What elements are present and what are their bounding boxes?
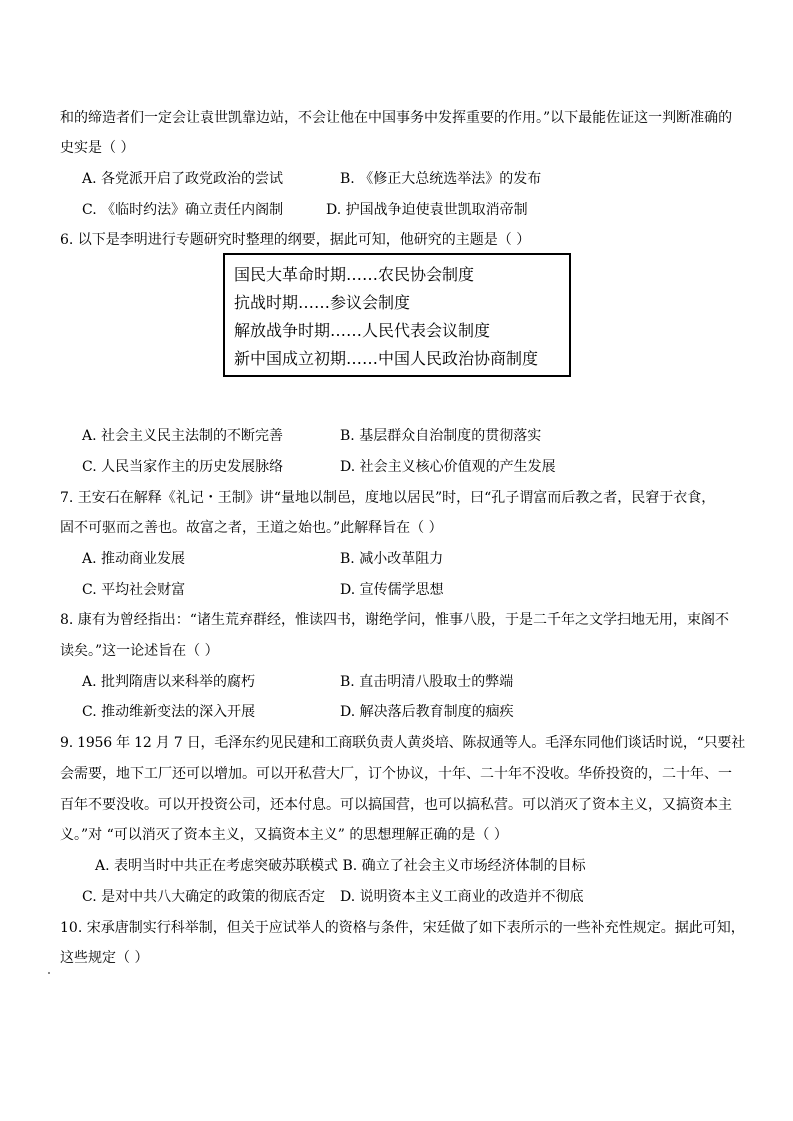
q6-outline-item: 国民大革命时期……农民协会制度 [234, 265, 475, 284]
q10-stem-line-1: 10. 宋承唐制实行科举制，但关于应试举人的资格与条件，宋廷做了如下表所示的一些补充性规定。据此可知， [60, 920, 745, 936]
q8-option-b: B. 直击明清八股取士的弊端 [340, 674, 514, 690]
q7-option-d: D. 宣传儒学思想 [340, 582, 444, 598]
q7-option-c: C. 平均社会财富 [82, 582, 186, 598]
q6-option-b: B. 基层群众自治制度的贯彻落实 [340, 428, 542, 444]
q6-option-c: C. 人民当家作主的历史发展脉络 [82, 459, 284, 475]
q7-option-b: B. 减小改革阻力 [340, 551, 444, 567]
q10-stem-line-2: 这些规定（ ） [60, 950, 149, 966]
stray-mark [48, 972, 50, 974]
q7-option-a: A. 推动商业发展 [82, 551, 186, 567]
q9-option-c: C. 是对中共八大确定的政策的彻底否定 [82, 889, 326, 905]
q6-outline-box [223, 253, 571, 377]
q6-outline-item: 新中国成立初期……中国人民政治协商制度 [234, 349, 539, 368]
q6-outline-item: 解放战争时期……人民代表会议制度 [234, 321, 491, 340]
q5-option-c: C. 《临时约法》确立责任内阁制 [82, 202, 284, 218]
q9-stem-line-3: 百年不要没收。可以开投资公司，还本付息。可以搞国营，也可以搞私营。可以消灭了资本主义，又搞资本主 [60, 797, 732, 813]
q9-stem-line-2: 会需要，地下工厂还可以增加。可以开私营大厂，订个协议，十年、二十年不没收。华侨投资的，二十年、一 [60, 766, 732, 782]
q9-stem-line-4: 义。”对 “可以消灭了资本主义，又搞资本主义” 的思想理解正确的是（ ） [60, 827, 508, 843]
q9-option-a-b: A. 表明当时中共正在考虑突破苏联模式 B. 确立了社会主义市场经济体制的目标 [95, 858, 586, 874]
q7-stem-line-1: 7. 王安石在解释《礼记・王制》讲“量地以制邑，度地以居民”时，曰“孔子谓富而后教之者，民窘于衣食， [60, 490, 716, 506]
q8-option-d: D. 解决落后教育制度的痼疾 [340, 704, 514, 720]
q8-stem-line-1: 8. 康有为曾经指出：“诸生荒弃群经，惟读四书，谢绝学问，惟事八股，于是二千年之文学扫地无用，束阁不 [60, 612, 729, 628]
q5-stem-line-1: 和的缔造者们一定会让袁世凯靠边站，不会让他在中国事务中发挥重要的作用。”以下最能佐证这一判断准确的 [60, 110, 733, 126]
q6-option-d: D. 社会主义核心价值观的产生发展 [340, 459, 556, 475]
q5-option-b: B. 《修正大总统选举法》的发布 [340, 171, 542, 187]
q5-option-d: D. 护国战争迫使袁世凯取消帝制 [326, 202, 528, 218]
q5-stem-line-2: 史实是（ ） [60, 140, 135, 156]
q8-stem-line-2: 读矣。”这一论述旨在（ ） [60, 643, 219, 659]
q6-outline-item: 抗战时期……参议会制度 [234, 293, 411, 312]
q5-option-a: A. 各党派开启了政党政治的尝试 [82, 171, 284, 187]
q8-option-a: A. 批判隋唐以来科举的腐朽 [82, 674, 256, 690]
q6-stem: 6. 以下是李明进行专题研究时整理的纲要，据此可知，他研究的主题是（ ） [60, 232, 531, 248]
q7-stem-line-2: 固不可驱而之善也。故富之者，王道之始也。”此解释旨在（ ） [60, 520, 443, 536]
q9-option-d: D. 说明资本主义工商业的改造并不彻底 [340, 889, 584, 905]
q9-stem-line-1: 9. 1956 年 12 月 7 日，毛泽东约见民建和工商联负责人黄炎培、陈叔通等人。毛泽东同他们谈话时说，“只要社 [60, 735, 745, 751]
q8-option-c: C. 推动维新变法的深入开展 [82, 704, 256, 720]
q6-option-a: A. 社会主义民主法制的不断完善 [82, 428, 284, 444]
